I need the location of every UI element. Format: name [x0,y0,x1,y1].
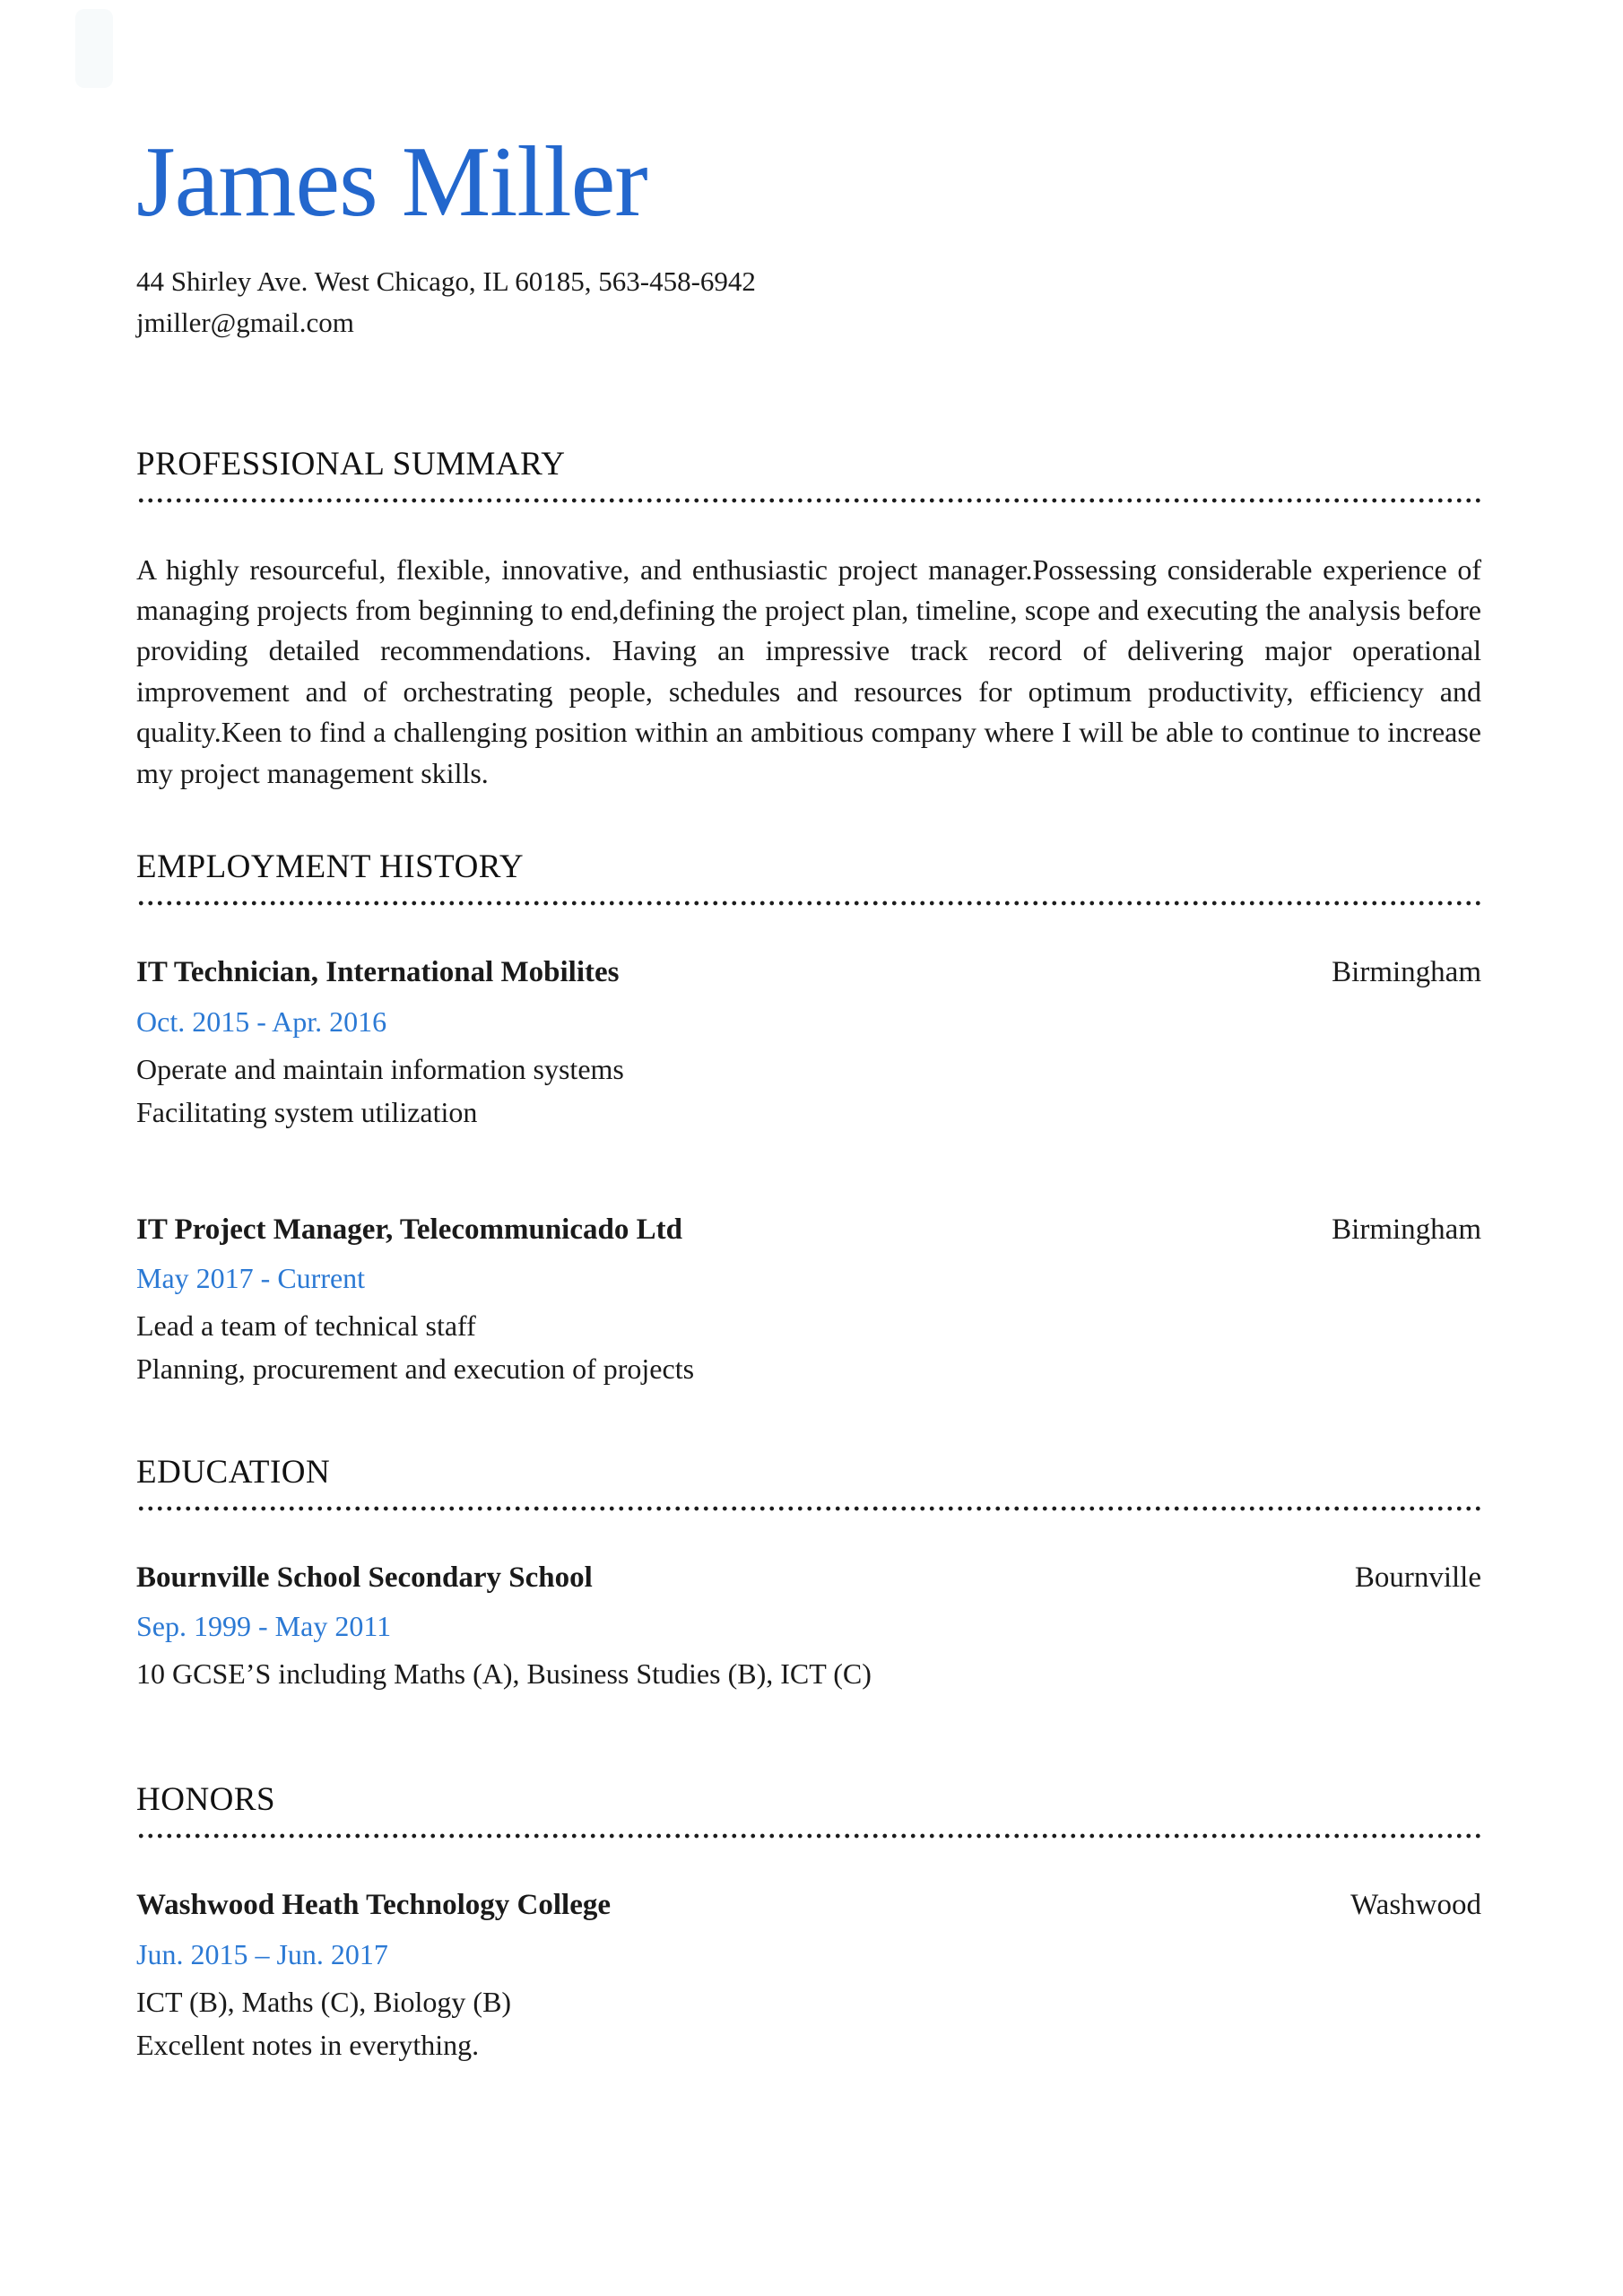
section-divider [136,498,1481,503]
person-name: James Miller [136,126,647,238]
school-description [136,1652,1481,1695]
college-description-line: ICT (B), Maths (C), Biology (B) [136,1985,512,2018]
entry-header-row [136,1210,1481,1250]
employment-entry [136,952,1481,1133]
honors-entry [136,1885,1481,2066]
resume-header [136,126,1481,344]
education-entry [136,1558,1481,1695]
job-title: IT Technician, International Mobilites [136,956,620,989]
summary-paragraph: A highly resourceful, flexible, innovative, and enthusiastic project manager.Possessing considerable experience of managing projects from beginning to end,defining the project plan, timeline, scope and executing the analysis before providing detailed recommendations. Having an impressive track record of delivering major operational improvement and of orchestrating people, schedules and resources for optimum productivity, efficiency and quality.Keen to find a challenging position within an ambitious company where I will be able to continue to increase my project management skills. [136,552,1481,789]
job-description-line: Facilitating system utilization [136,1095,478,1128]
entry-header-row [136,1558,1481,1598]
job-dates: May 2017 - Current [136,1262,366,1295]
college-dates: Jun. 2015 – Jun. 2017 [136,1937,388,1970]
section-divider [136,1506,1481,1511]
contact-email: jmiller@gmail.com [136,307,354,339]
job-description [136,1048,1481,1134]
college-description-line: Excellent notes in everything. [136,2028,480,2061]
school-description-line: 10 GCSE’S including Maths (A), Business Studies (B), ICT (C) [136,1657,872,1691]
entry-header-row [136,1885,1481,1926]
job-description [136,1304,1481,1390]
job-location: Birmingham [1332,956,1481,989]
job-location: Birmingham [1332,1213,1481,1246]
professional-summary-title: PROFESSIONAL SUMMARY [136,445,566,483]
section-education [136,1453,1481,1695]
job-description-line: Operate and maintain information systems [136,1052,624,1085]
section-employment-history [136,848,1481,1390]
contact-address: 44 Shirley Ave. West Chicago, IL 60185, 563-458-6942 [136,265,756,297]
section-professional-summary [136,445,1481,795]
college-name: Washwood Heath Technology College [136,1889,611,1922]
school-dates: Sep. 1999 - May 2011 [136,1610,392,1643]
college-description [136,1980,1481,2066]
job-description-line: Lead a team of technical staff [136,1309,476,1342]
job-dates: Oct. 2015 - Apr. 2016 [136,1004,387,1038]
contact-block [136,261,1481,344]
school-location: Bournville [1354,1561,1481,1594]
section-divider [136,1833,1481,1839]
honors-title: HONORS [136,1781,276,1819]
school-name: Bournville School Secondary School [136,1561,593,1594]
section-divider [136,900,1481,906]
college-location: Washwood [1350,1889,1481,1922]
entry-header-row [136,952,1481,993]
employment-history-title: EMPLOYMENT HISTORY [136,848,525,886]
job-title: IT Project Manager, Telecommunicado Ltd [136,1213,682,1246]
education-title: EDUCATION [136,1453,331,1491]
job-description-line: Planning, procurement and execution of projects [136,1352,695,1385]
employment-entry [136,1210,1481,1390]
section-honors [136,1780,1481,2066]
page-corner-artifact [75,9,113,88]
